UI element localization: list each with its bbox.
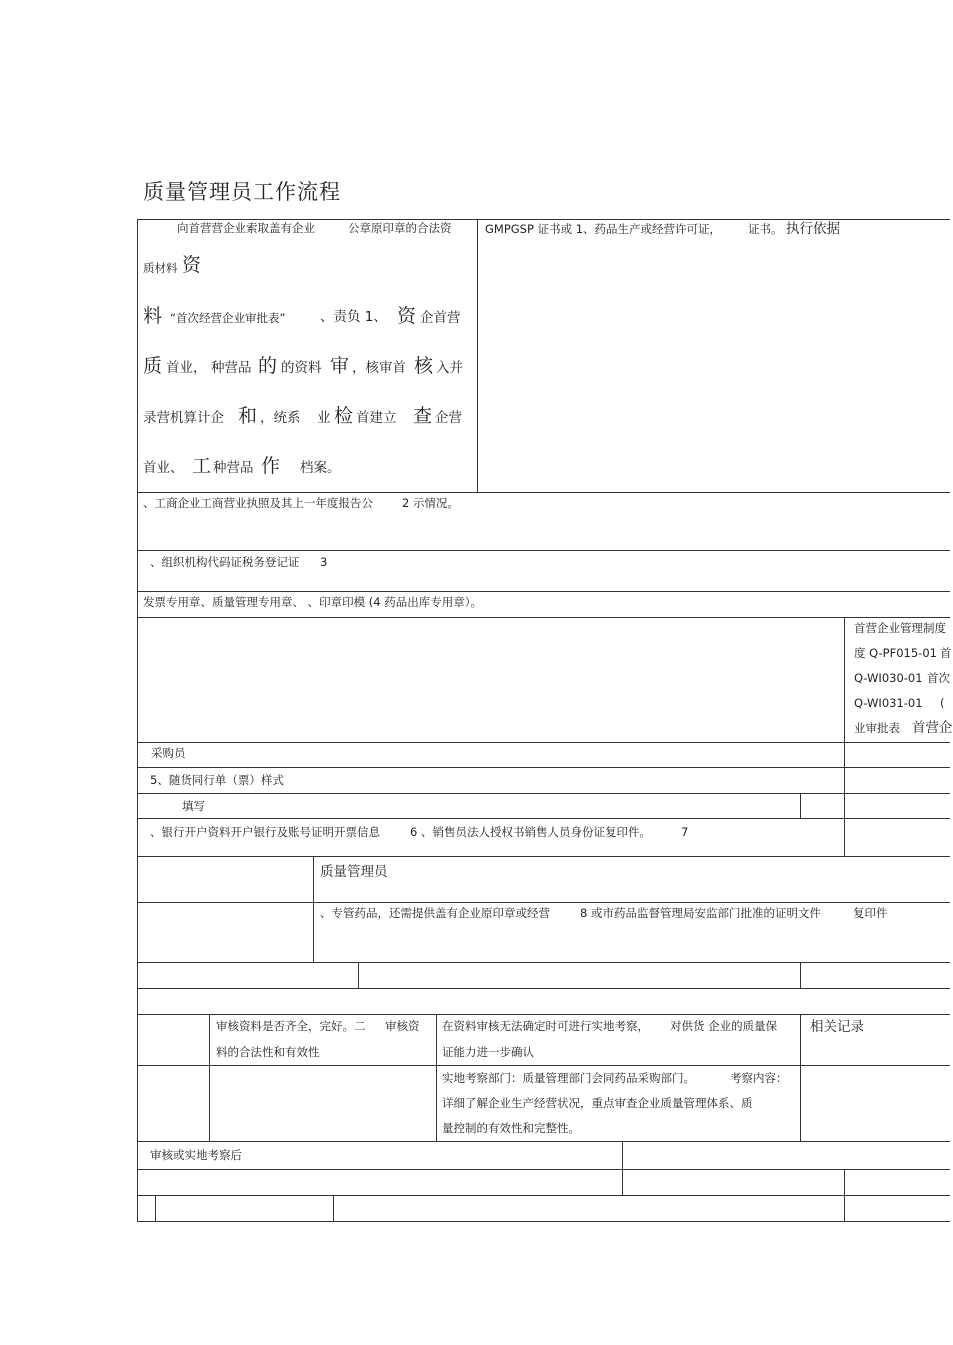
- box1-line4a: 质: [143, 355, 163, 377]
- row12-a1: 实地考察部门：质量管理部门会同药品采购部门。: [442, 1071, 695, 1085]
- box1-line5g: 查: [413, 405, 433, 427]
- row13-text: 审核或实地考察后: [150, 1148, 242, 1162]
- box1-line4g: ，核审首: [352, 360, 406, 376]
- row11-b1: 在资料审核无法确定时可进行实地考察，: [442, 1019, 649, 1033]
- box1-line4f: 审: [330, 355, 350, 377]
- row11-b3: 证能力进一步确认: [442, 1045, 534, 1059]
- row11-a1: 审核资料是否齐全，完好。二: [216, 1019, 366, 1033]
- box1-line6c: 种营品: [213, 460, 254, 476]
- box1-line4i: 入并: [436, 360, 463, 376]
- box1-line4h: 核: [414, 355, 434, 377]
- side-line5b: 首营企: [912, 720, 953, 736]
- box1-line6b: 工: [192, 455, 212, 477]
- row6-text: 5、随货同行单（票）样式: [150, 773, 284, 787]
- box1-line3c: 、责负 1、: [320, 309, 387, 325]
- box1-line1b: 公章原印章的合法资: [348, 221, 452, 235]
- box1-line5h: 企营: [435, 410, 462, 426]
- row8-text-c: 7: [681, 825, 689, 839]
- row2-text-a: 、工商企业工商营业执照及其上一年度报告公: [143, 496, 373, 510]
- box2-text-a: GMPGSP 证书或 1、药品生产或经营许可证，: [485, 222, 722, 236]
- row3-text-b: 3: [320, 555, 328, 569]
- box1-line5c: ，统系: [260, 410, 301, 426]
- box1-line3e: 企首营: [420, 310, 461, 326]
- box1-line4c: 种营品: [211, 360, 252, 376]
- box2-text-b: 证书。: [748, 222, 783, 236]
- box1-line2b: 资: [182, 254, 202, 276]
- row9-text: 质量管理员: [320, 864, 388, 880]
- side-line2a: 度 Q-PF015-01: [854, 646, 937, 660]
- box1-line5f: 首建立: [356, 410, 397, 426]
- row11-a2: 审核资: [385, 1019, 420, 1033]
- side-line5a: 业审批表: [854, 721, 900, 735]
- box1-line4b: 首业，: [166, 360, 207, 376]
- box1-line4d: 的: [258, 355, 278, 377]
- row11-c: 相关记录: [810, 1019, 864, 1035]
- row11-b2: 对供货 企业的质量保: [670, 1019, 778, 1033]
- row10-text-c: 复印件: [853, 906, 888, 920]
- row11-a3: 料的合法性和有效性: [216, 1045, 320, 1059]
- box2-text-c: 执行依据: [786, 221, 840, 237]
- row12-a4: 量控制的有效性和完整性。: [442, 1121, 580, 1135]
- row10-text-b: 8 或市药品监督管理局安监部门批准的证明文件: [580, 906, 821, 920]
- box1-line6d: 作: [261, 455, 281, 477]
- box1-line5b: 和: [238, 405, 258, 427]
- side-line4b: (: [940, 696, 945, 710]
- row12-a3: 详细了解企业生产经营状况，重点审查企业质量管理体系、质: [442, 1096, 753, 1110]
- side-line2b: 首: [940, 646, 952, 660]
- side-line1: 首营企业管理制度: [854, 621, 946, 635]
- side-line3a: Q-WI030-01: [854, 671, 923, 685]
- box1-line1a: 向首营营企业索取盖有企业: [177, 221, 315, 235]
- box1-line2a: 质材料: [143, 261, 178, 275]
- box1-line3d: 资: [397, 305, 417, 327]
- box1-line3b: “首次经营企业审批表”: [170, 311, 286, 325]
- box1-line5d: 业: [317, 410, 331, 426]
- row7-text: 填写: [182, 799, 205, 813]
- box1-line3a: 料: [143, 305, 163, 327]
- row8-text-b: 6 、销售员法人授权书销售人员身份证复印件。: [410, 825, 651, 839]
- page-title: 质量管理员工作流程: [143, 180, 341, 204]
- box1-line5a: 录营机算计企: [143, 410, 224, 426]
- row4-text: 发票专用章、质量管理专用章、 、印章印模 (4 药品出库专用章）。: [143, 595, 483, 609]
- row2-text-b: 2 示情况。: [402, 496, 459, 510]
- row12-a2: 考察内容：: [730, 1071, 788, 1085]
- row5-text: 采购员: [151, 746, 186, 760]
- box1-line5e: 检: [334, 405, 354, 427]
- row8-text-a: 、银行开户资料开户银行及账号证明开票信息: [150, 825, 380, 839]
- row3-text-a: 、组织机构代码证税务登记证: [150, 555, 300, 569]
- box1-line6a: 首业、: [143, 460, 184, 476]
- box1-line6e: 档案。: [300, 460, 341, 476]
- row10-text-a: 、专管药品，还需提供盖有企业原印章或经营: [320, 906, 550, 920]
- box1-line4e: 的资料: [281, 360, 322, 376]
- side-line3b: 首次: [927, 671, 950, 685]
- side-line4a: Q-WI031-01: [854, 696, 923, 710]
